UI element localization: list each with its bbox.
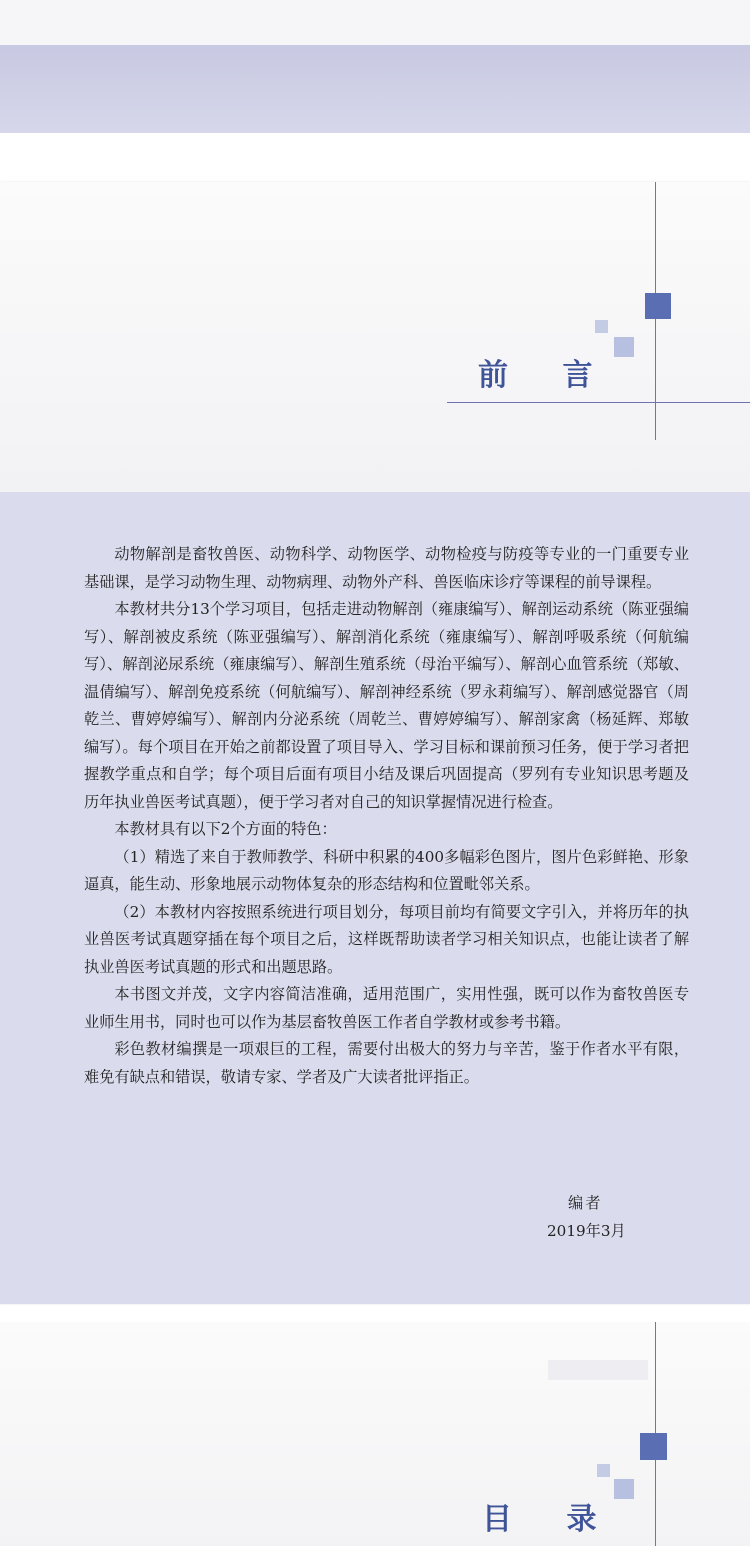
decorative-square-small — [597, 1464, 610, 1477]
decorative-horizontal-line — [447, 402, 750, 403]
paragraph: （2）本教材内容按照系统进行项目划分，每项目前均有简要文字引入，并将历年的执业兽医考试真题穿插在每个项目之后，这样既帮助读者学习相关知识点，也能让读者了解执业兽医考试真题的形式和出题思路。 — [84, 902, 689, 976]
paragraph: 动物解剖是畜牧兽医、动物科学、动物医学、动物检疫与防疫等专业的一门重要专业基础课，是学习动物生理、动物病理、动物外产科、兽医临床诊疗等课程的前导课程。 — [84, 545, 689, 591]
decorative-square-dark — [645, 293, 671, 319]
paragraph: 本书图文并茂，文字内容简洁准确，适用范围广，实用性强，既可以作为畜牧兽医专业师生用书，同时也可以作为基层畜牧兽医工作者自学教材或参考书籍。 — [84, 985, 689, 1031]
contents-page — [0, 1322, 750, 1546]
preface-header-area — [0, 182, 750, 492]
decorative-square-dark — [640, 1433, 667, 1460]
signature-date: 2019年3月 — [547, 1222, 626, 1240]
previous-page-band — [0, 45, 750, 133]
decorative-square-small — [595, 320, 608, 333]
show-through-strip — [548, 1360, 648, 1380]
paragraph: 本教材共分13个学习项目，包括走进动物解剖（雍康编写）、解剖运动系统（陈亚强编写）、解剖被皮系统（陈亚强编写）、解剖消化系统（雍康编写）、解剖呼吸系统（何航编写）、解剖泌尿系统（雍康编写）、解剖生殖系统（母治平编写）、解剖心血管系统（郑敏、温倩编写）、解剖免疫系统（何航编写）、解剖神经系统（罗永莉编写）、解剖感觉器官（周乾兰、曹婷婷编写）、解剖内分泌系统（周乾兰、曹婷婷编写）、解剖家禽（杨延辉、郑敏编写）。每个项目在开始之前都设置了项目导入、学习目标和课前预习任务，便于学习者把握教学重点和自学；每个项目后面有项目小结及课后巩固提高（罗列有专业知识思考题及历年执业兽医考试真题），便于学习者对自己的知识掌握情况进行检查。 — [84, 600, 689, 811]
paragraph: 本教材具有以下2个方面的特色： — [114, 820, 337, 838]
decorative-square-light — [614, 337, 634, 357]
contents-title: 目 录 — [482, 1502, 619, 1537]
paragraph: 彩色教材编撰是一项艰巨的工程，需要付出极大的努力与辛苦，鉴于作者水平有限，难免有缺点和错误，敬请专家、学者及广大读者批评指正。 — [84, 1040, 689, 1086]
paragraph: （1）精选了来自于教师教学、科研中积累的400多幅彩色图片，图片色彩鲜艳、形象逼真，能生动、形象地展示动物体复杂的形态结构和位置毗邻关系。 — [84, 847, 689, 893]
previous-page-top — [0, 0, 750, 45]
preface-text — [84, 541, 689, 1091]
signature: 编者 — [568, 1194, 603, 1212]
page-title: 前 言 — [478, 358, 615, 393]
